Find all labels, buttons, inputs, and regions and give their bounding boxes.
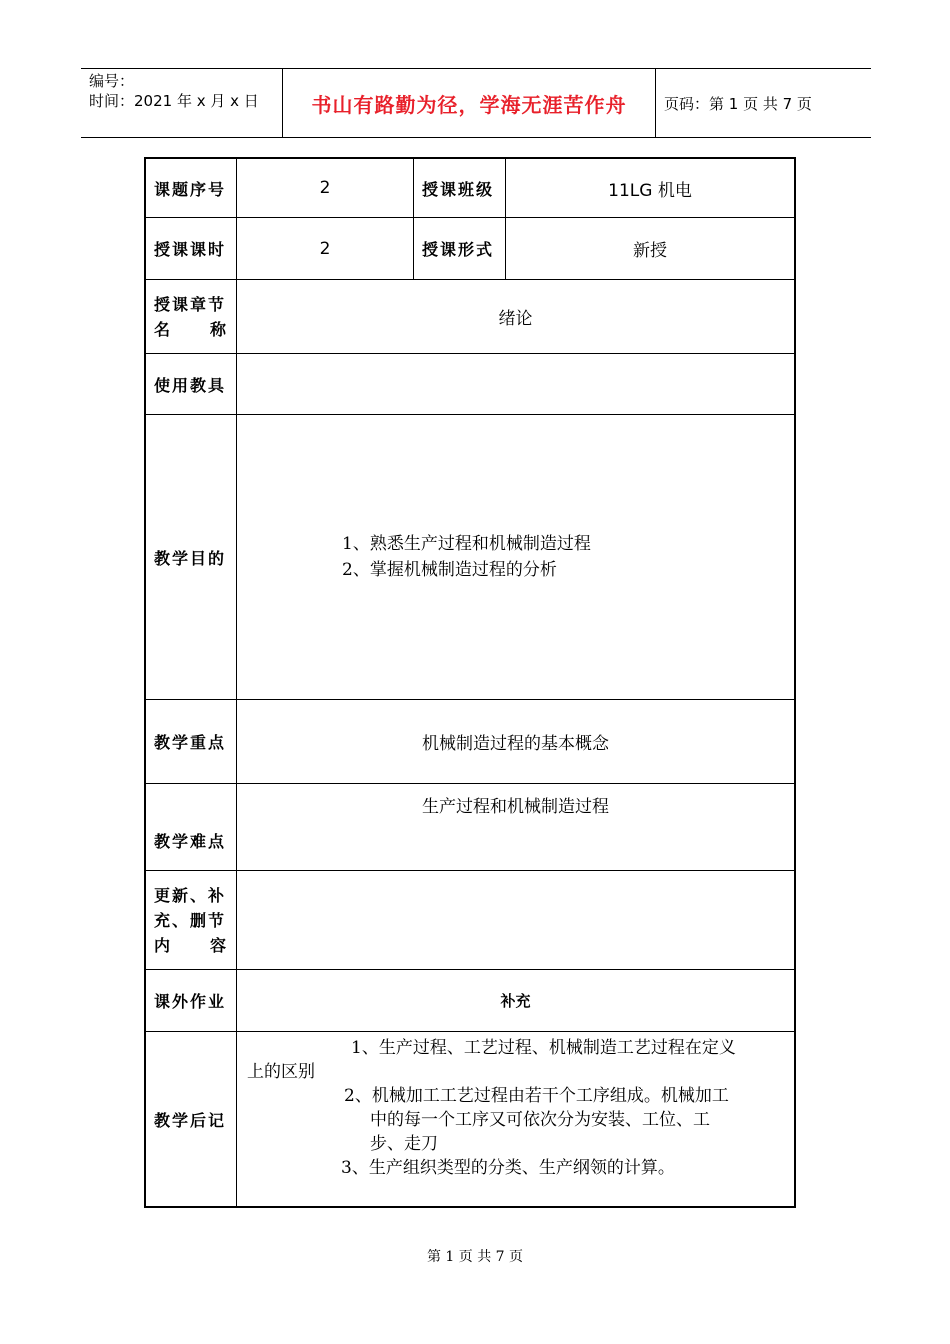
homework-value: 补充 [500,992,531,1010]
tools-value [237,354,794,414]
hours-label: 授课课时 [154,240,227,259]
chapter-label-line1: 授课章节 [154,294,227,314]
chapter-value: 绪论 [498,309,533,329]
form-label: 授课形式 [422,240,495,259]
class-label: 授课班级 [422,179,495,199]
objective-content [237,415,794,699]
topic-no-value: 2 [319,178,331,198]
notes-line: 2、机械加工工艺过程由若干个工序组成。机械加工 [344,1086,729,1106]
lesson-plan-table [144,157,796,1208]
notes-line: 中的每一个工序又可依次分为安装、工位、工 [370,1110,710,1130]
objective-item: 1、熟悉生产过程和机械制造过程 [342,534,591,554]
number-label: 编号： [89,72,135,90]
update-label-line: 更新、补 [154,885,227,905]
notes-line: 步、走刀 [370,1134,438,1154]
update-label-line: 充、删节 [154,910,227,930]
page-info: 页码：第 1 页 共 7 页 [664,95,812,113]
form-value: 新授 [633,241,667,261]
tools-label: 使用教具 [154,375,227,395]
page-footer: 第 1 页 共 7 页 [426,1249,524,1265]
update-label [146,871,236,969]
hours-value: 2 [319,238,331,259]
objective-label: 教学目的 [154,548,227,568]
update-label-line [154,933,228,958]
time-label: 时间：2021 年 x 月 x 日 [89,92,259,110]
notes-content [237,1032,794,1206]
header-meta [89,71,259,111]
difficulty-value: 生产过程和机械制造过程 [422,797,609,817]
key-label: 教学重点 [154,733,227,752]
update-label-char: 内 [154,935,173,955]
topic-no-label: 课题序号 [154,179,227,199]
key-value: 机械制造过程的基本概念 [422,734,609,754]
chapter-label-line2 [154,317,228,342]
objective-item: 2、掌握机械制造过程的分析 [342,560,557,580]
notes-line: 上的区别 [247,1062,315,1082]
notes-line: 3、生产组织类型的分类、生产纲领的计算。 [341,1158,675,1178]
chapter-label [146,280,236,353]
chapter-label-char: 称 [209,319,228,339]
difficulty-label: 教学难点 [154,832,227,851]
notes-line: 1、生产过程、工艺过程、机械制造工艺过程在定义 [351,1038,736,1058]
motto: 书山有路勤为径，学海无涯苦作舟 [311,92,627,117]
update-label-char: 容 [209,935,228,955]
page-header [81,68,871,138]
homework-label: 课外作业 [154,992,227,1011]
notes-label: 教学后记 [154,1110,227,1130]
class-value: 11LG 机电 [608,180,692,201]
update-value [237,871,794,969]
header-divider [655,69,656,137]
chapter-label-char: 名 [154,319,173,339]
